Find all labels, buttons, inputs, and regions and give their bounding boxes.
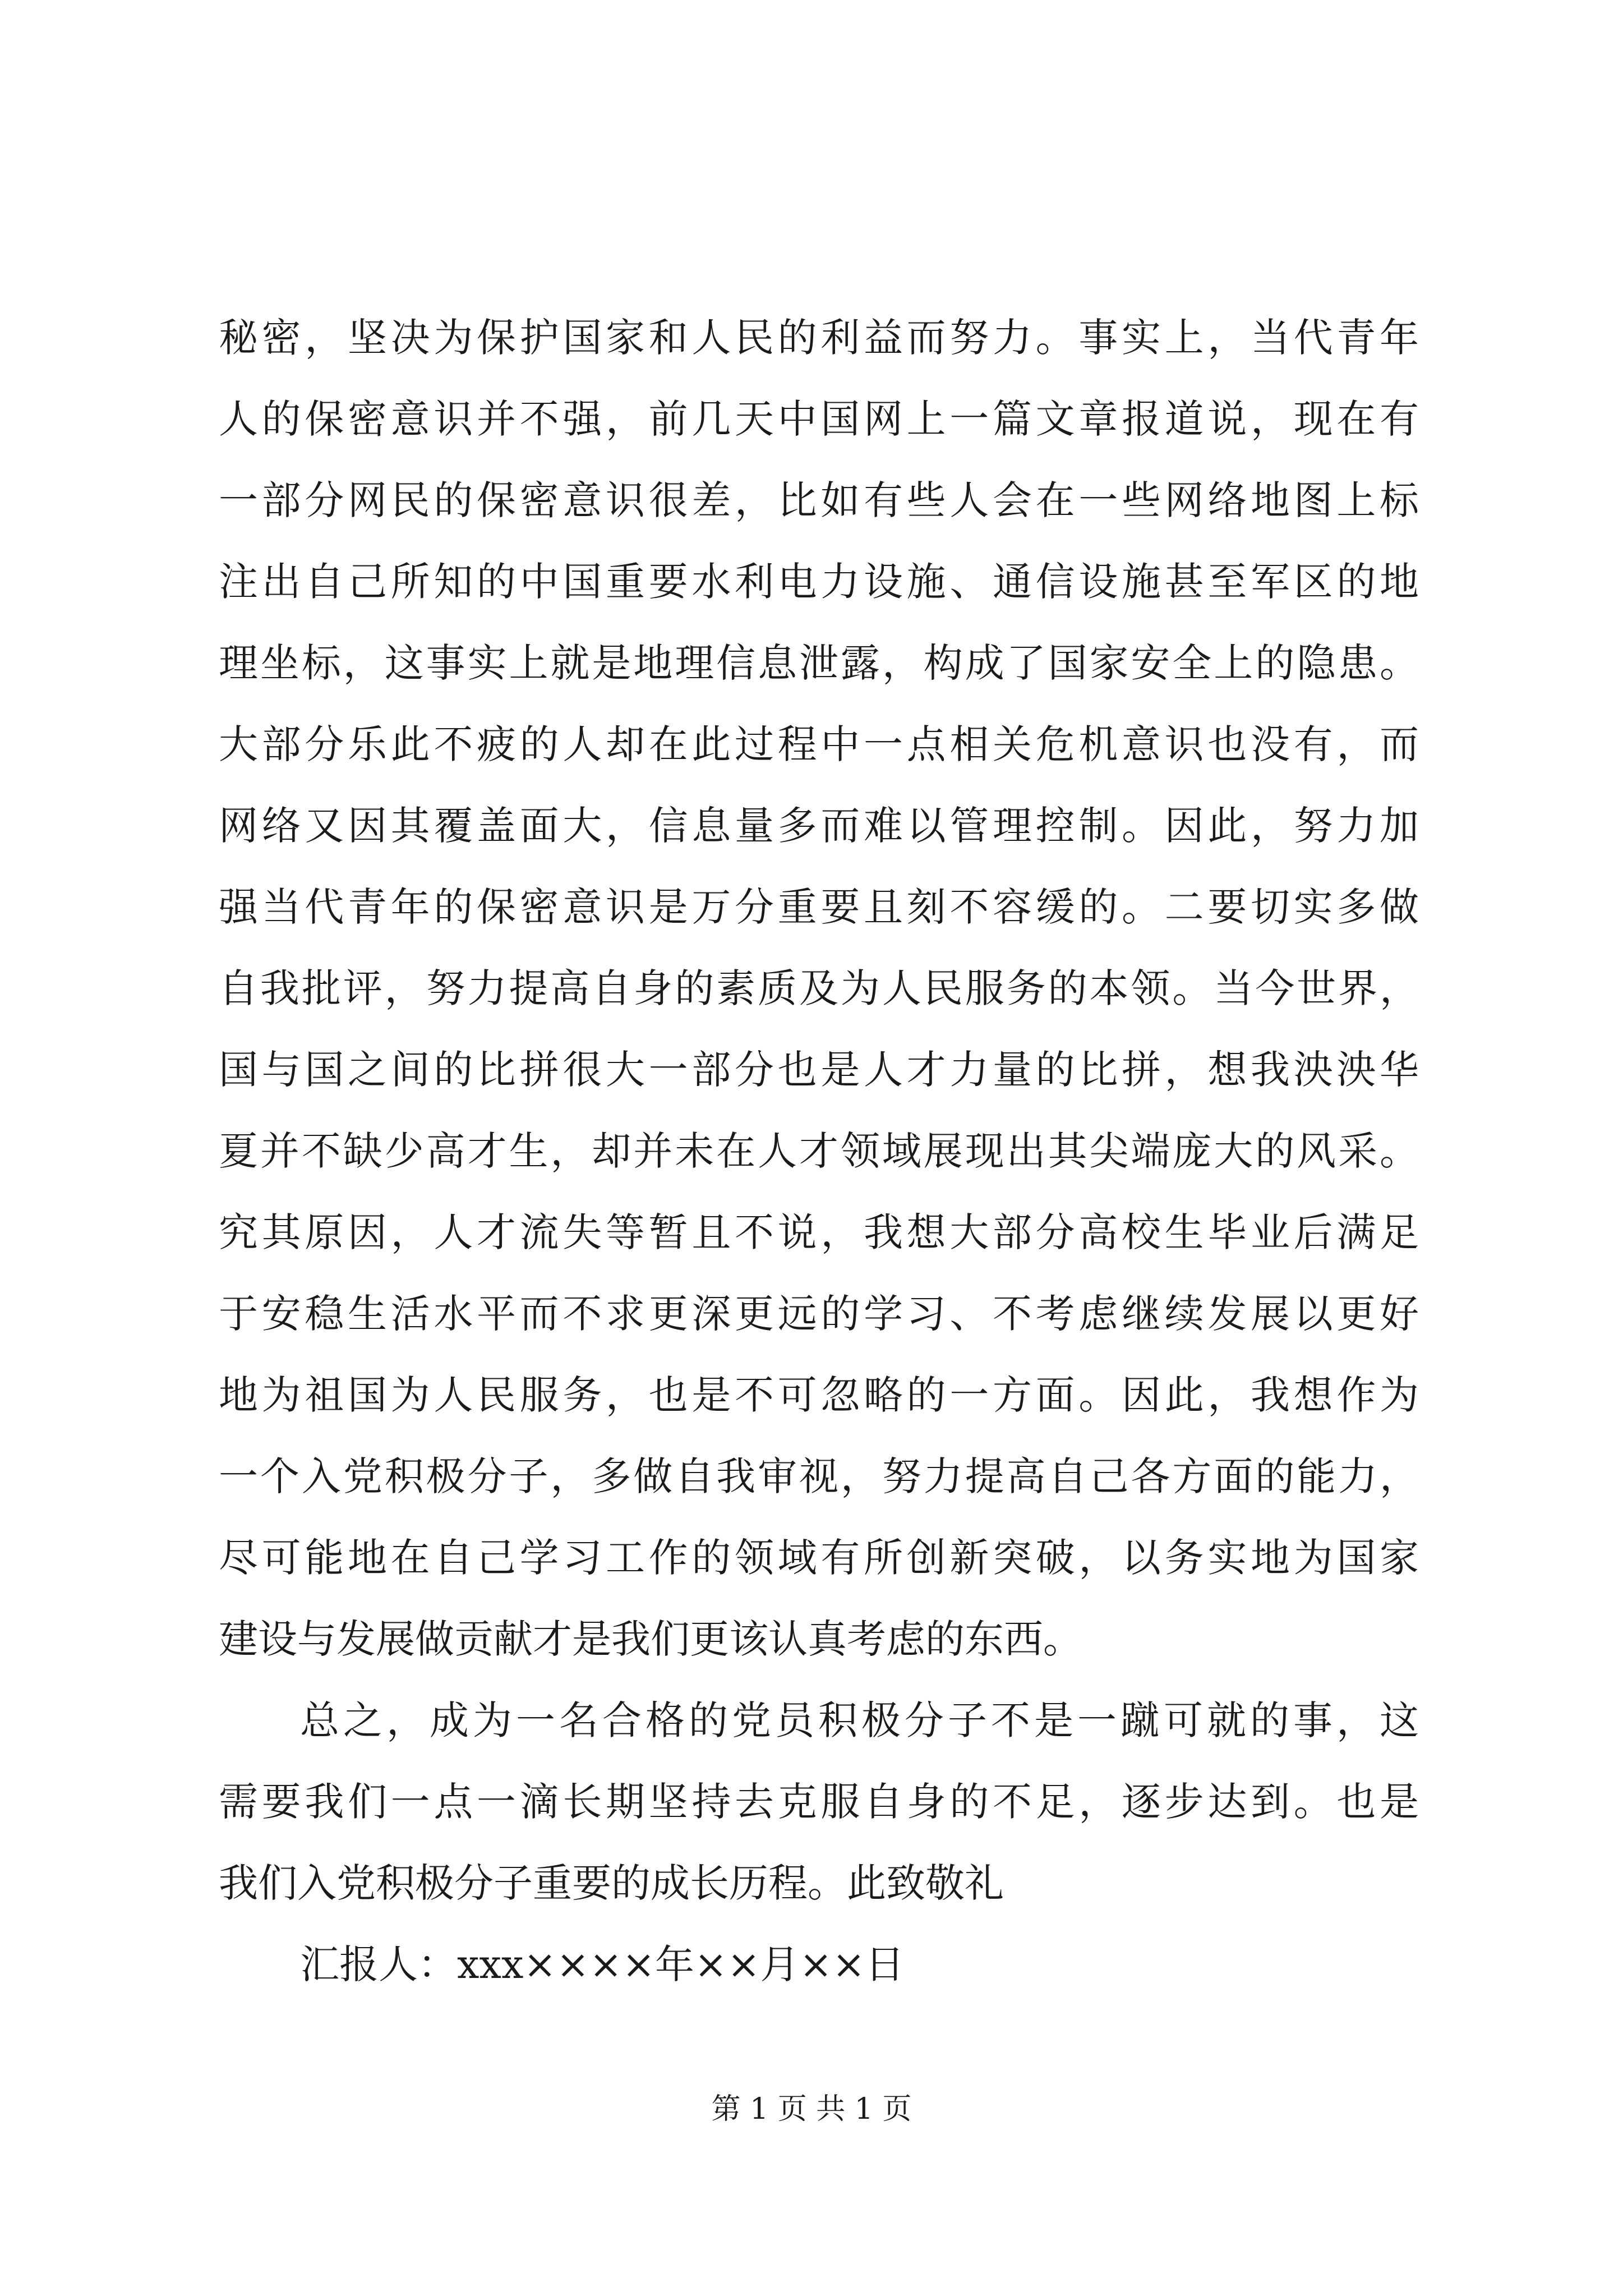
paragraph-1-line: 秘密，坚决为保护国家和人民的利益而努力。事实上，当代青年 [219, 315, 1419, 361]
paragraph-1-line: 地为祖国为人民服务，也是不可忽略的一方面。因此，我想作为 [219, 1372, 1419, 1418]
paragraph-1-line: 自我批评，努力提高自身的素质及为人民服务的本领。当今世界， [219, 965, 1419, 1011]
paragraph-1-line: 人的保密意识并不强，前几天中国网上一篇文章报道说，现在有 [219, 396, 1419, 442]
paragraph-2-line: 需要我们一点一滴长期坚持去克服自身的不足，逐步达到。也是 [219, 1779, 1419, 1825]
paragraph-1-line: 一个入党积极分子，多做自我审视，努力提高自己各方面的能力， [219, 1453, 1419, 1499]
paragraph-2-line: 总之，成为一名合格的党员积极分子不是一蹴可就的事，这 [300, 1697, 1419, 1743]
paragraph-1-line: 一部分网民的保密意识很差，比如有些人会在一些网络地图上标 [219, 477, 1419, 523]
paragraph-1-line: 究其原因，人才流失等暂且不说，我想大部分高校生毕业后满足 [219, 1209, 1419, 1255]
paragraph-1-line: 理坐标，这事实上就是地理信息泄露，构成了国家安全上的隐患。 [219, 640, 1419, 686]
page-footer: 第 1 页 共 1 页 [711, 2092, 912, 2126]
paragraph-1-line: 注出自己所知的中国重要水利电力设施、通信设施甚至军区的地 [219, 559, 1419, 605]
paragraph-1-line: 大部分乐此不疲的人却在此过程中一点相关危机意识也没有，而 [219, 721, 1419, 767]
document-body [219, 297, 1419, 2005]
paragraph-1-line: 国与国之间的比拼很大一部分也是人才力量的比拼，想我泱泱华 [219, 1047, 1419, 1093]
paragraph-2-line: 我们入党积极分子重要的成长历程。此致敬礼 [219, 1860, 1004, 1906]
paragraph-1-line: 于安稳生活水平而不求更深更远的学习、不考虑继续发展以更好 [219, 1291, 1419, 1337]
paragraph-1-line: 尽可能地在自己学习工作的领域有所创新突破，以务实地为国家 [219, 1535, 1419, 1581]
paragraph-1-line: 网络又因其覆盖面大，信息量多而难以管理控制。因此，努力加 [219, 803, 1419, 849]
paragraph-1-line: 建设与发展做贡献才是我们更该认真考虑的东西。 [219, 1616, 1082, 1662]
signature-line: 汇报人：xxx××××年××月××日 [300, 1941, 905, 1987]
paragraph-1-line: 夏并不缺少高才生，却并未在人才领域展现出其尖端庞大的风采。 [219, 1128, 1419, 1174]
paragraph-1-line: 强当代青年的保密意识是万分重要且刻不容缓的。二要切实多做 [219, 884, 1419, 930]
